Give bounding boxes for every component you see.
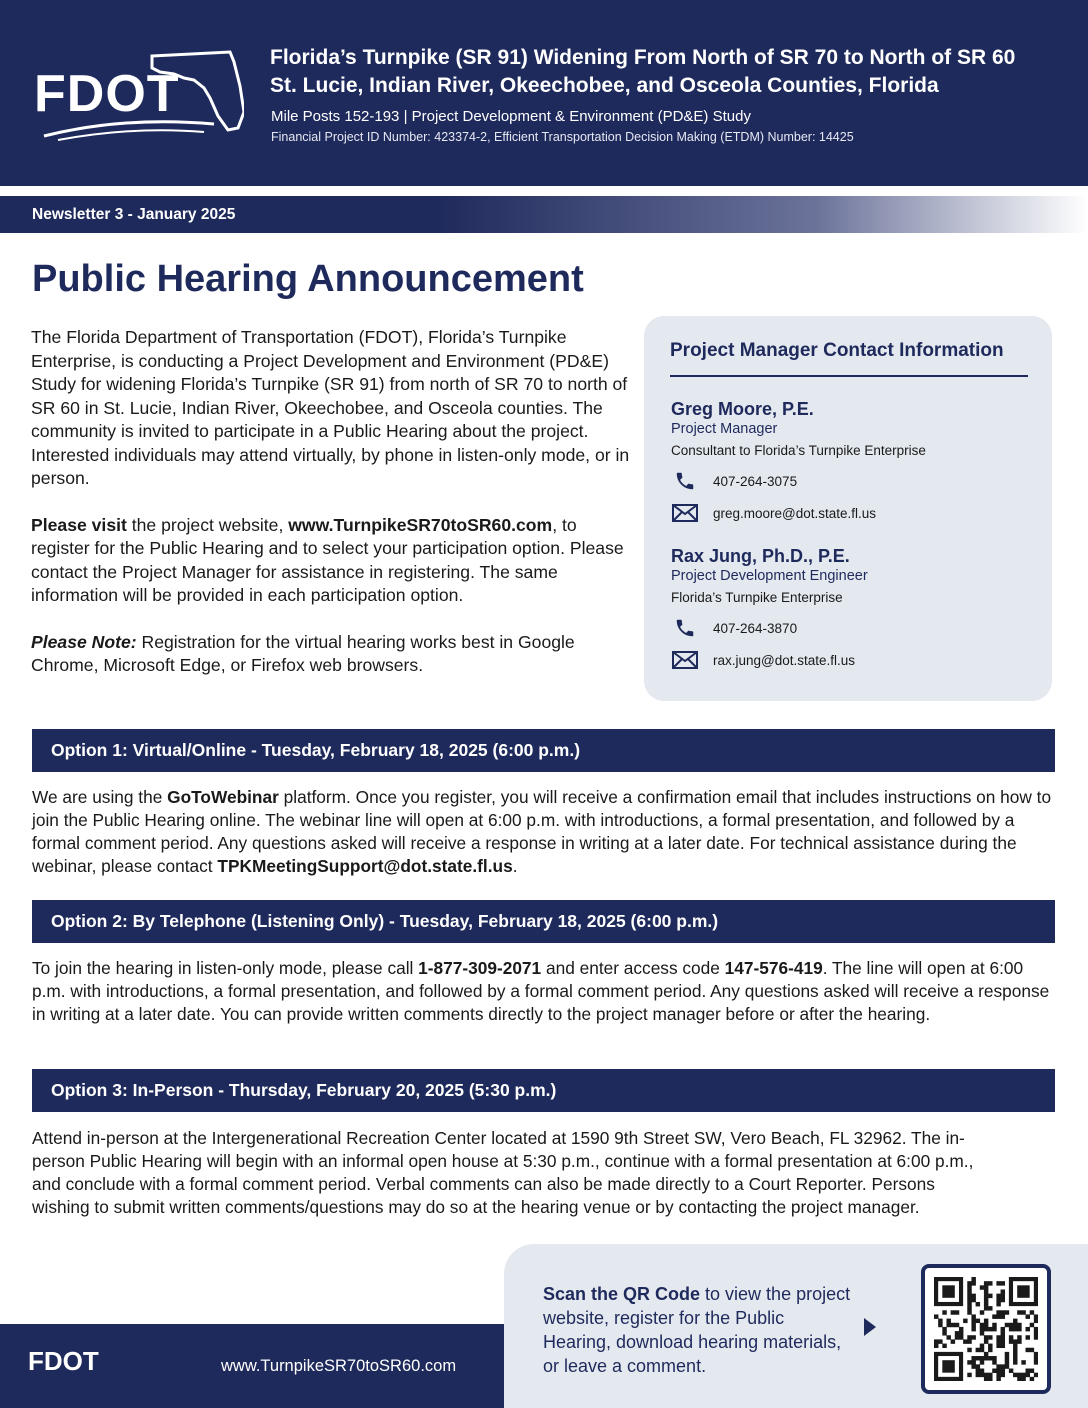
header-financial-id: Financial Project ID Number: 423374-2, Efficient Transportation Decision Making (ETDM) Number: 14425 — [271, 130, 854, 144]
contact-phone-row[interactable] — [671, 465, 1031, 497]
option-2-body: To join the hearing in listen-only mode, please call 1-877-309-2071 and enter access code 147-576-419. The line will open at 6:00 p.m. with introductions, a formal presentation, and followed by a formal comment period. Any questions asked will receive a response in writing at a later date. You can provide written comments directly to the project manager before or after the hearing. — [32, 958, 1050, 1024]
option-3-header: Option 3: In-Person - Thursday, February 20, 2025 (5:30 p.m.) — [32, 1069, 1055, 1112]
page-title: Public Hearing Announcement — [32, 258, 584, 300]
option-1-header: Option 1: Virtual/Online - Tuesday, February 18, 2025 (6:00 p.m.) — [32, 729, 1055, 772]
header-banner — [0, 0, 1088, 186]
option-3-body: Attend in-person at the Intergenerational Recreation Center located at 1590 9th Street SW, Vero Beach, FL 32962. The in-person Public Hearing will begin with an informal open house at 5:30 p.m., continue with a formal presentation at 6:00 p.m., and conclude with a formal comment period. Verbal comments can also be made directly to a Court Reporter. Persons wishing to submit written comments/questions may do so at the hearing venue or by contacting the project manager. — [32, 1128, 974, 1217]
access-code: 147-576-419 — [724, 958, 823, 978]
please-visit-label: Please visit — [31, 514, 127, 535]
intro-paragraph-1: The Florida Department of Transportation (FDOT), Florida’s Turnpike Enterprise, is conducting a Project Development and Environment (PD&E) Study for widening Florida’s Turnpike (SR 91) from north of SR 70 to north of SR 60 in St. Lucie, Indian River, Okeechobee, and Osceola counties. The community is invited to participate in a Public Hearing about the project. Interested individuals may attend virtually, by phone in listen-only mode, or in person. — [31, 327, 630, 488]
contact-role: Project Development Engineer — [671, 568, 868, 584]
phone-icon — [671, 616, 699, 640]
header-subtitle: Mile Posts 152-193 | Project Development & Environment (PD&E) Study — [271, 108, 751, 125]
contact-email[interactable]: greg.moore@dot.state.fl.us — [713, 505, 877, 521]
qr-description: Scan the QR Code to view the project website, register for the Public Hearing, download hearing materials, or leave a comment. — [543, 1284, 851, 1376]
header-title-line2: St. Lucie, Indian River, Okeechobee, and Osceola Counties, Florida — [270, 74, 939, 97]
contact-phone[interactable]: 407-264-3870 — [713, 620, 798, 636]
option-2-header: Option 2: By Telephone (Listening Only) - Tuesday, February 18, 2025 (6:00 p.m.) — [32, 900, 1055, 943]
contact-phone[interactable]: 407-264-3075 — [713, 473, 798, 489]
contact-name: Greg Moore, P.E. — [671, 399, 814, 419]
play-arrow-icon — [864, 1318, 876, 1336]
qr-code-icon[interactable] — [921, 1264, 1051, 1394]
contact-role: Project Manager — [671, 421, 778, 437]
contact-email-row[interactable] — [671, 497, 1031, 529]
project-website-link[interactable]: www.TurnpikeSR70toSR60.com — [288, 514, 553, 535]
newsletter-label: Newsletter 3 - January 2025 — [32, 206, 236, 223]
intro-paragraph-2: Please visit the project website, www.TurnpikeSR70toSR60.com, to register for the Public Hearing and to select your participation option. Please contact the Project Manager for assistance in registering. The same information will be provided in each participation option. — [31, 514, 624, 605]
contact-email-row[interactable] — [671, 644, 1031, 676]
header-title-line1: Florida’s Turnpike (SR 91) Widening From North of SR 70 to North of SR 60 — [270, 46, 1016, 69]
qr-lead: Scan the QR Code — [543, 1284, 701, 1304]
email-icon — [671, 501, 699, 525]
footer-website-link[interactable]: www.TurnpikeSR70toSR60.com — [221, 1357, 457, 1375]
fdot-logo-text: FDOT — [34, 65, 180, 123]
option-1-body: We are using the GoToWebinar platform. Once you register, you will receive a confirmation email that includes instructions on how to join the Public Hearing online. The webinar line will open at 6:00 p.m. with introductions, a formal presentation, and followed by a formal comment period. Any questions asked will receive a response in writing at a later date. For technical assistance during the webinar, please contact TPKMeetingSupport@dot.state.fl.us. — [32, 787, 1052, 876]
intro-text — [31, 326, 631, 701]
contact-phone-row[interactable] — [671, 612, 1031, 644]
intro-paragraph-3: Please Note: Registration for the virtual hearing works best in Google Chrome, Microsoft Edge, or Firefox web browsers. — [31, 631, 575, 675]
contact-title: Project Manager Contact Information — [670, 340, 1004, 361]
contact-person-1 — [671, 398, 1031, 529]
phone-icon — [671, 469, 699, 493]
contact-divider — [670, 375, 1028, 377]
email-icon — [671, 648, 699, 672]
contact-email[interactable]: rax.jung@dot.state.fl.us — [713, 652, 856, 668]
contact-org: Florida’s Turnpike Enterprise — [671, 590, 843, 605]
footer-fdot-logo: FDOT — [28, 1346, 99, 1376]
contact-person-2 — [671, 545, 1031, 676]
please-note-label: Please Note: — [31, 631, 137, 652]
qr-panel — [504, 1244, 1088, 1408]
gotowebinar-label: GoToWebinar — [167, 787, 279, 807]
contact-panel — [644, 316, 1052, 701]
contact-org: Consultant to Florida’s Turnpike Enterprise — [671, 443, 926, 458]
contact-name: Rax Jung, Ph.D., P.E. — [671, 546, 850, 566]
fdot-logo — [34, 46, 244, 142]
footer-bar — [0, 1324, 504, 1408]
qr-code-graphic — [934, 1277, 1038, 1381]
call-number[interactable]: 1-877-309-2071 — [418, 958, 542, 978]
support-email-link[interactable]: TPKMeetingSupport@dot.state.fl.us — [217, 856, 513, 876]
header-title — [270, 44, 1070, 100]
